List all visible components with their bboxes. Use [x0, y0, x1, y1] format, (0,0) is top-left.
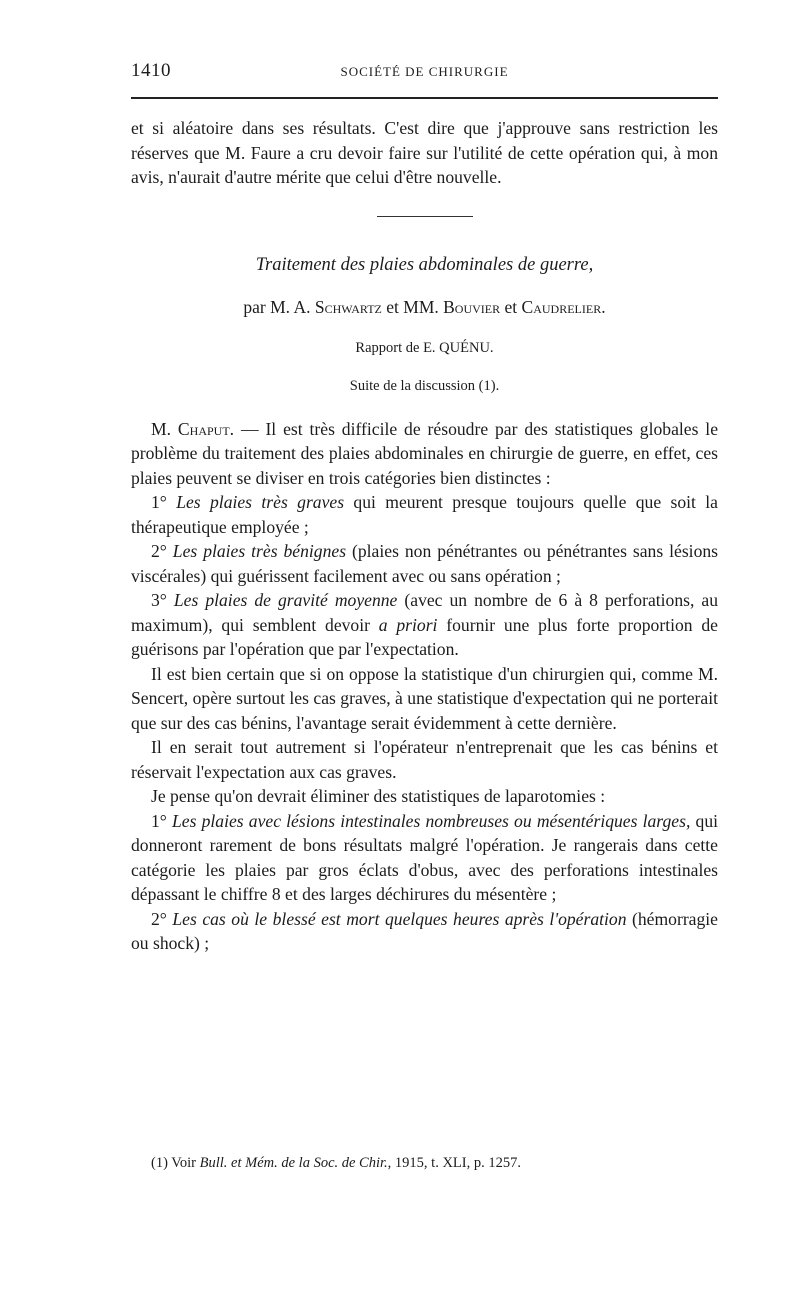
item-emphasis: a priori — [378, 614, 438, 635]
item-number: 2° — [151, 908, 173, 929]
author-schwartz: Schwartz — [314, 296, 382, 317]
authors-et: et MM. — [386, 296, 439, 317]
author-bouvier: Bouvier — [443, 296, 501, 317]
item-heading: Les plaies très graves — [176, 492, 345, 512]
paragraph-2 — [131, 490, 718, 539]
item-number: 2° — [151, 541, 173, 561]
item-number: 1° — [151, 810, 172, 831]
rapport-line: Rapport de E. QUÉNU. — [355, 339, 494, 356]
item-number: 3° — [151, 590, 174, 610]
authors-par: par M. A. — [243, 296, 311, 317]
section-title: Traitement des plaies abdominales de guerre, — [255, 254, 594, 275]
page-header — [131, 58, 718, 88]
item-number: 1° — [151, 492, 177, 512]
speaker-name: M. Chaput. — [151, 418, 235, 439]
item-heading: Les plaies avec lésions intestinales nombreuses ou mésentériques larges, — [172, 810, 691, 831]
paragraph-1 — [131, 417, 718, 491]
item-heading: Les plaies de gravité moyenne — [173, 590, 398, 610]
item-heading: Les cas où le blessé est mort quelques heures après l'opération — [172, 908, 627, 929]
footnote-citation: Bull. et Mém. de la Soc. de Chir. — [199, 1155, 388, 1171]
page-number: 1410 — [131, 60, 171, 81]
footnote-suffix: , 1915, t. XLI, p. 1257. — [387, 1155, 521, 1171]
item-text: (avec un nombre de 6 à 8 perforations, au maximum), qui semblent devoir — [131, 590, 718, 635]
author-caudrelier: Caudrelier. — [521, 296, 606, 317]
item-text: fournir une plus forte proportion de guérisons par l'opération que par l'expectation. — [131, 614, 718, 659]
suite-line: Suite de la discussion (1). — [349, 377, 500, 394]
paragraph-8 — [131, 809, 718, 907]
paragraph-4 — [131, 588, 718, 662]
discussion-body — [131, 417, 718, 956]
section-authors — [131, 295, 718, 319]
item-heading: Les plaies très bénignes — [172, 541, 347, 561]
paragraph-5: Il est bien certain que si on oppose la statistique d'un chirurgien qui, comme M. Sencert, opère surtout les cas graves, à une statistique d'expectation qui ne porterait que sur des cas bénins, l'avantage serait évidemment à cette dernière. — [131, 663, 718, 733]
footnote — [131, 1155, 718, 1172]
paragraph-9 — [131, 907, 718, 956]
item-text: qui meurent presque toujours quelle que soit la thérapeutique employée ; — [131, 492, 718, 537]
item-text: (hémorragie ou shock) ; — [131, 908, 718, 953]
footnote-prefix: (1) Voir — [151, 1155, 200, 1171]
item-text: (plaies non pénétrantes ou pénétrantes sans lésions viscérales) qui guérissent facilement avec ou sans opération ; — [131, 541, 719, 586]
paragraph-7: Je pense qu'on devrait éliminer des statistiques de laparotomies : — [151, 786, 606, 806]
paragraph-1-text: — Il est très difficile de résoudre par des statistiques globales le problème du traitement des plaies abdominales en chirurgie de guerre, en effet, ces plaies peuvent se diviser en trois catégories bien distinctes : — [131, 418, 719, 488]
running-title: SOCIÉTÉ DE CHIRURGIE — [340, 64, 509, 79]
item-text: qui donneront rarement de bons résultats malgré l'opération. Je rangerais dans cette catégorie les plaies par gros éclats d'obus, avec des perforations intestinales dépassant le chiffre 8 et des larges déchirures du mésentère ; — [131, 810, 719, 904]
section-divider — [377, 216, 473, 217]
main-text — [131, 116, 718, 956]
header-rule — [131, 97, 718, 99]
authors-et2: et — [504, 296, 518, 317]
paragraph-6: Il en serait tout autrement si l'opérateur n'entreprenait que les cas bénins et réservait l'expectation aux cas graves. — [131, 737, 718, 782]
paragraph-3 — [131, 539, 718, 588]
intro-paragraph: et si aléatoire dans ses résultats. C'est dire que j'approuve sans restriction les réserves que M. Faure a cru devoir faire sur l'utilité de cette opération qui, à mon avis, n'aurait d'autre mérite que celui d'être nouvelle. — [131, 118, 718, 187]
